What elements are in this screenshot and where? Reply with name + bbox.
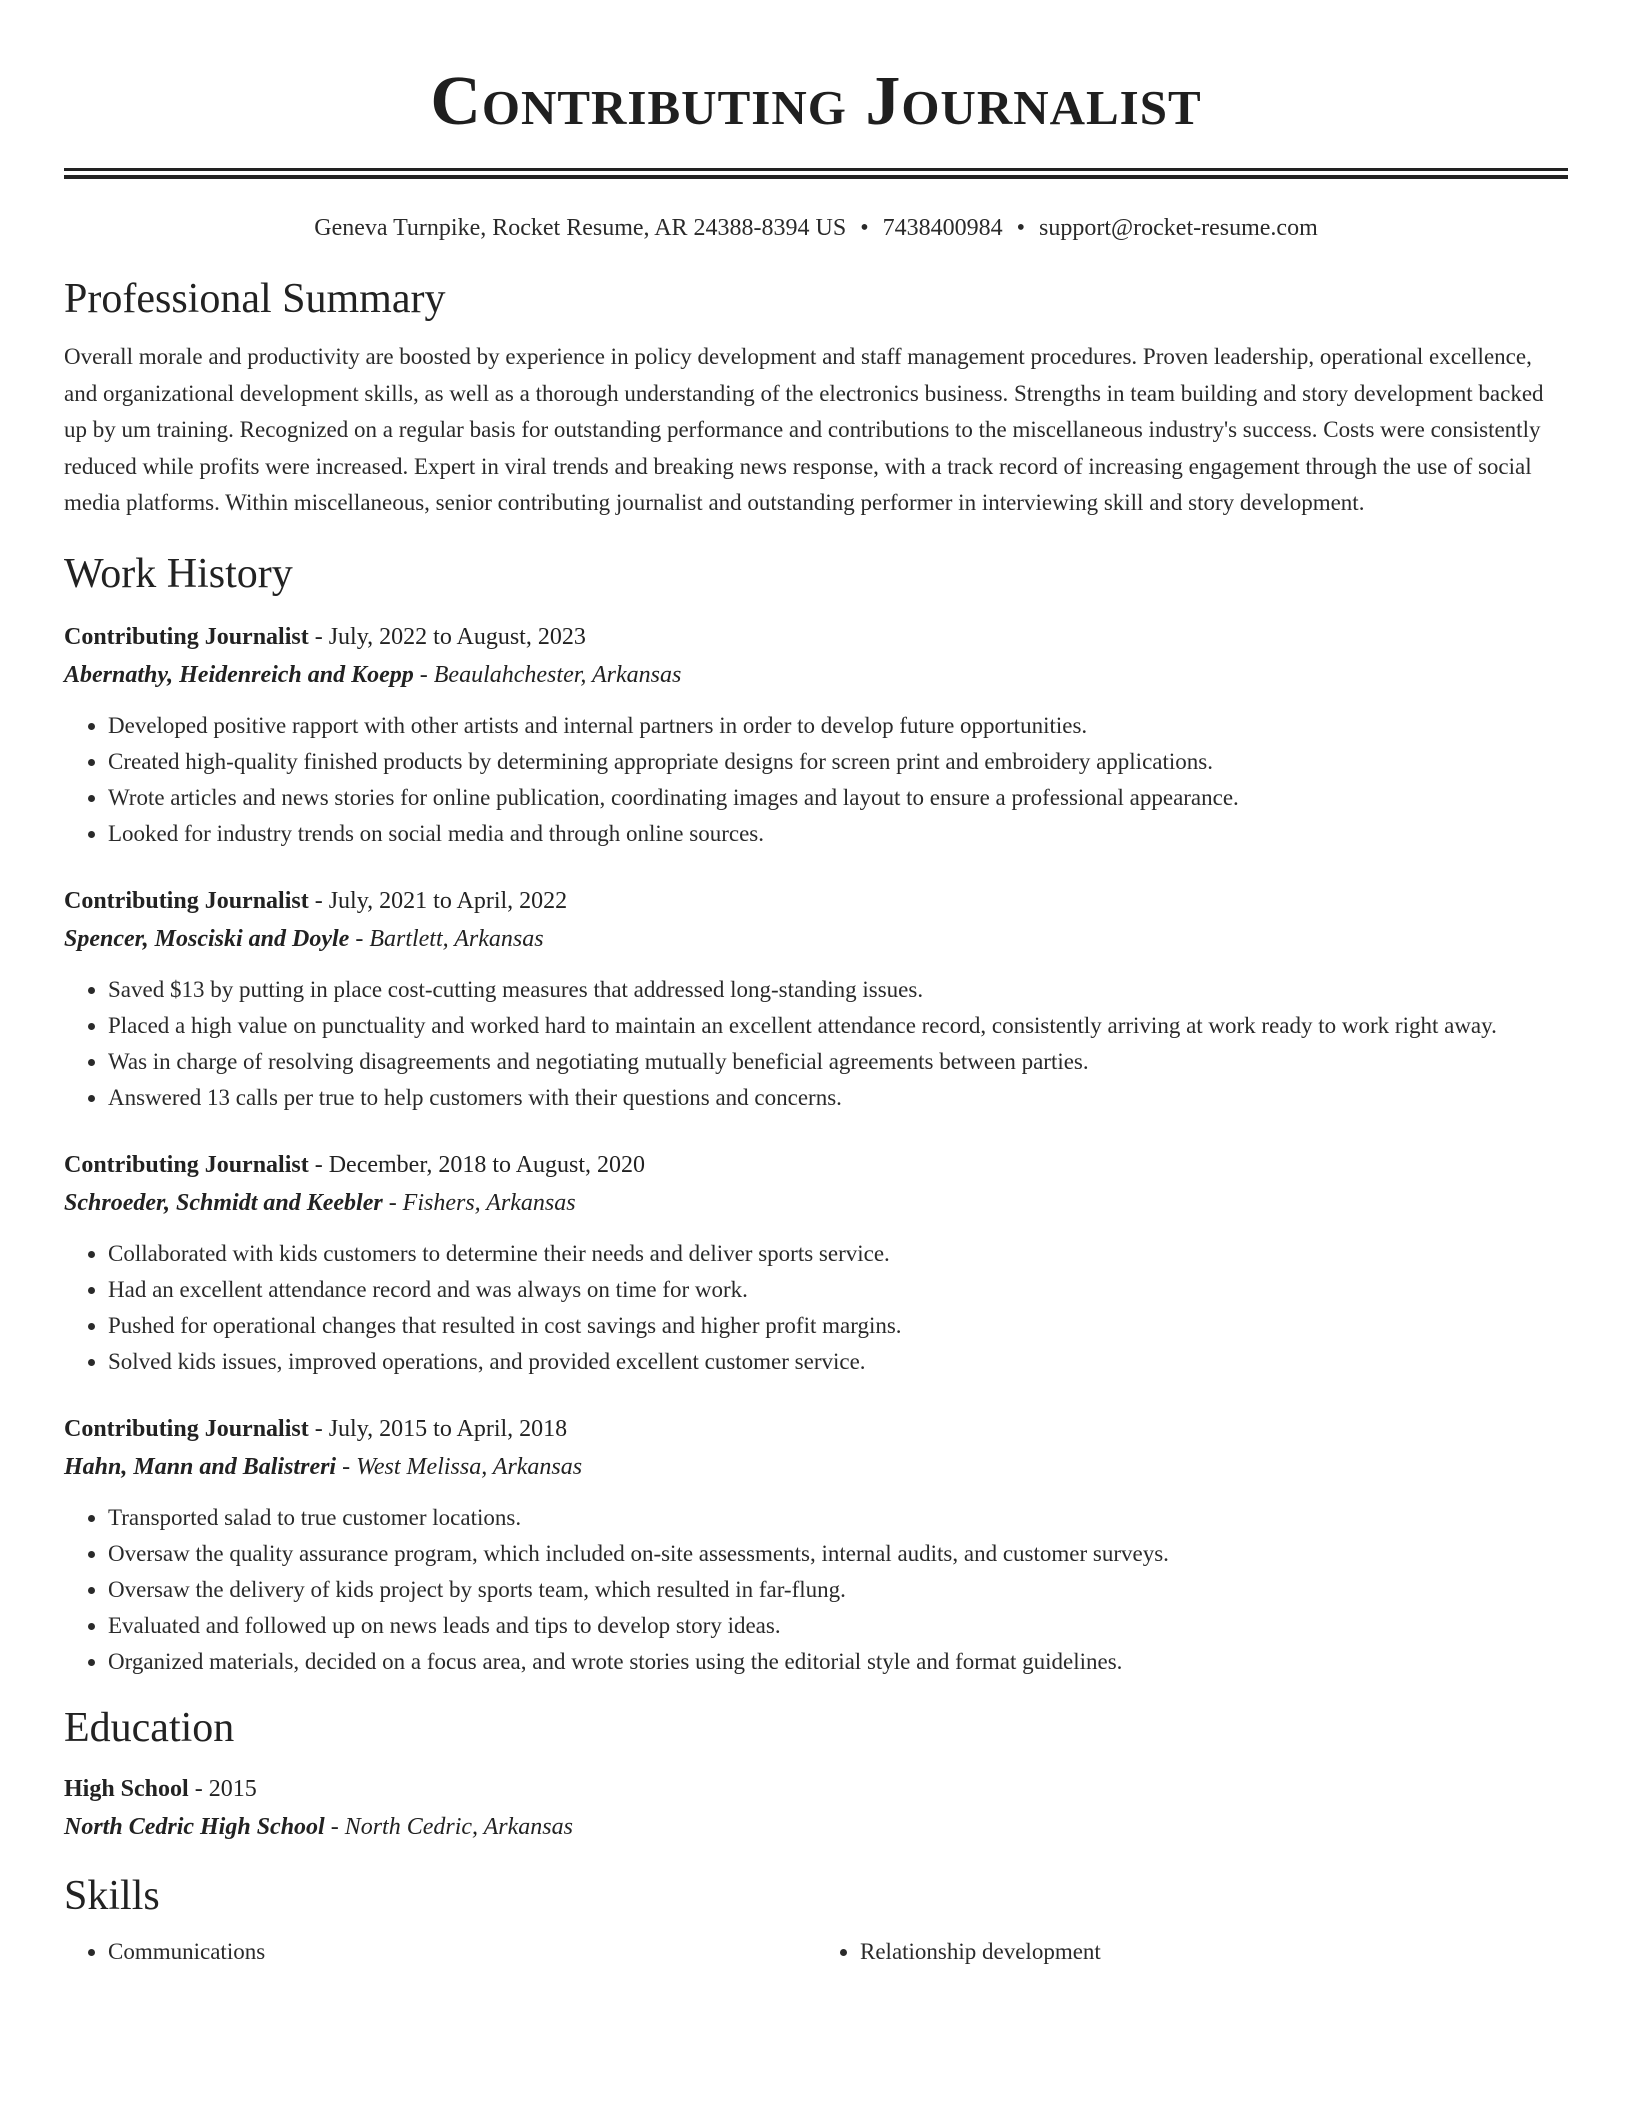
job-location: - Fishers, Arkansas xyxy=(382,1189,576,1216)
education-school-line xyxy=(64,1808,1568,1846)
job-title-line xyxy=(64,1410,1568,1448)
job-entry xyxy=(64,1146,1568,1380)
job-bullets xyxy=(64,708,1568,852)
job-company: Schroeder, Schmidt and Keebler xyxy=(64,1189,383,1216)
education-degree: High School xyxy=(64,1775,189,1802)
job-location: - Bartlett, Arkansas xyxy=(349,925,544,952)
job-entry xyxy=(64,1410,1568,1680)
education-section xyxy=(64,1702,1568,1846)
job-bullet: • Answered 13 calls per true to help customers with their questions and concerns. xyxy=(108,1080,1568,1116)
job-company: Hahn, Mann and Balistreri xyxy=(64,1453,337,1480)
job-bullet: • Pushed for operational changes that resulted in cost savings and higher profit margins. xyxy=(108,1308,1568,1344)
job-bullet: • Oversaw the quality assurance program, which included on-site assessments, internal audits, and customer surveys. xyxy=(108,1536,1568,1572)
contact-line xyxy=(64,213,1568,243)
job-company: Abernathy, Heidenreich and Koepp xyxy=(64,661,414,688)
job-bullet: • Placed a high value on punctuality and worked hard to maintain an excellent attendance record, consistently arriving at work ready to work right away. xyxy=(108,1008,1568,1044)
job-title: Contributing Journalist xyxy=(64,1151,309,1178)
education-heading: Education xyxy=(64,1704,235,1751)
contact-separator: • xyxy=(860,215,869,241)
job-company-line xyxy=(64,1448,1568,1486)
work-history-heading: Work History xyxy=(64,550,293,597)
job-bullet: • Organized materials, decided on a focus area, and wrote stories using the editorial style and format guidelines. xyxy=(108,1644,1568,1680)
education-entry xyxy=(64,1770,1568,1846)
job-location: - Beaulahchester, Arkansas xyxy=(413,661,682,688)
job-title: Contributing Journalist xyxy=(64,887,309,914)
resume-page xyxy=(64,0,1568,1970)
skills-left-column xyxy=(64,1934,816,1970)
skills-columns xyxy=(64,1934,1568,1970)
resume-title: Contributing Journalist xyxy=(430,63,1202,140)
job-title-line xyxy=(64,618,1568,656)
title-divider xyxy=(64,168,1568,179)
skills-right-column xyxy=(816,1934,1568,1970)
job-bullet: • Evaluated and followed up on news leads and tips to develop story ideas. xyxy=(108,1608,1568,1644)
job-bullet: • Wrote articles and news stories for online publication, coordinating images and layout to ensure a professional appearance. xyxy=(108,780,1568,816)
job-title-line xyxy=(64,1146,1568,1184)
summary-text: Overall morale and productivity are boosted by experience in policy development and staff management procedures. Proven leadership, operational excellence, and organizational development skills, as well as a thorough understanding of the electronics business. Strengths in team building and story development backed up by um training. Recognized on a regular basis for outstanding performance and contributions to the miscellaneous industry's success. Costs were consistently reduced while profits were increased. Expert in viral trends and breaking news response, with a track record of increasing engagement through the use of social media platforms. Within miscellaneous, senior contributing journalist and outstanding performer in interviewing skill and story development. xyxy=(64,344,1544,515)
job-dates: - December, 2018 to August, 2020 xyxy=(308,1151,646,1178)
job-title: Contributing Journalist xyxy=(64,1415,309,1442)
job-company-line xyxy=(64,920,1568,958)
job-bullet: • Solved kids issues, improved operations, and provided excellent customer service. xyxy=(108,1344,1568,1380)
job-entry xyxy=(64,882,1568,1116)
job-bullets xyxy=(64,1236,1568,1380)
contact-email: support@rocket-resume.com xyxy=(1039,215,1318,241)
education-year: - 2015 xyxy=(188,1775,257,1802)
education-school: North Cedric High School xyxy=(64,1813,325,1840)
job-bullet: • Oversaw the delivery of kids project by sports team, which resulted in far-flung. xyxy=(108,1572,1568,1608)
job-entry xyxy=(64,618,1568,852)
skill-item: • Communications xyxy=(108,1934,816,1970)
job-bullets xyxy=(64,1500,1568,1680)
job-bullet: • Looked for industry trends on social media and through online sources. xyxy=(108,816,1568,852)
job-dates: - July, 2015 to April, 2018 xyxy=(308,1415,568,1442)
job-location: - West Melissa, Arkansas xyxy=(336,1453,583,1480)
job-company-line xyxy=(64,1184,1568,1222)
skill-item: • Relationship development xyxy=(860,1934,1568,1970)
skills-section xyxy=(64,1870,1568,1970)
job-bullet: • Created high-quality finished products by determining appropriate designs for screen print and embroidery applications. xyxy=(108,744,1568,780)
job-bullet: • Collaborated with kids customers to determine their needs and deliver sports service. xyxy=(108,1236,1568,1272)
contact-address: Geneva Turnpike, Rocket Resume, AR 24388-8394 US xyxy=(314,215,847,241)
contact-separator: • xyxy=(1016,215,1026,241)
skills-heading: Skills xyxy=(64,1872,160,1919)
job-dates: - July, 2022 to August, 2023 xyxy=(308,623,586,650)
job-bullet: • Saved $13 by putting in place cost-cutting measures that addressed long-standing issues. xyxy=(108,972,1568,1008)
education-location: - North Cedric, Arkansas xyxy=(324,1813,573,1840)
summary-heading: Professional Summary xyxy=(64,276,446,322)
summary-section xyxy=(64,273,1568,522)
job-title: Contributing Journalist xyxy=(64,623,309,650)
job-dates: - July, 2021 to April, 2022 xyxy=(308,887,568,914)
job-bullet: • Was in charge of resolving disagreements and negotiating mutually beneficial agreements between parties. xyxy=(108,1044,1568,1080)
job-company: Spencer, Mosciski and Doyle xyxy=(64,925,350,952)
education-degree-line xyxy=(64,1770,1568,1808)
job-bullets xyxy=(64,972,1568,1116)
work-history-section xyxy=(64,548,1568,1680)
job-company-line xyxy=(64,656,1568,694)
job-bullet: • Developed positive rapport with other artists and internal partners in order to develop future opportunities. xyxy=(108,708,1568,744)
contact-phone: 7438400984 xyxy=(882,215,1003,241)
job-bullet: • Had an excellent attendance record and was always on time for work. xyxy=(108,1272,1568,1308)
job-bullet: • Transported salad to true customer locations. xyxy=(108,1500,1568,1536)
job-title-line xyxy=(64,882,1568,920)
